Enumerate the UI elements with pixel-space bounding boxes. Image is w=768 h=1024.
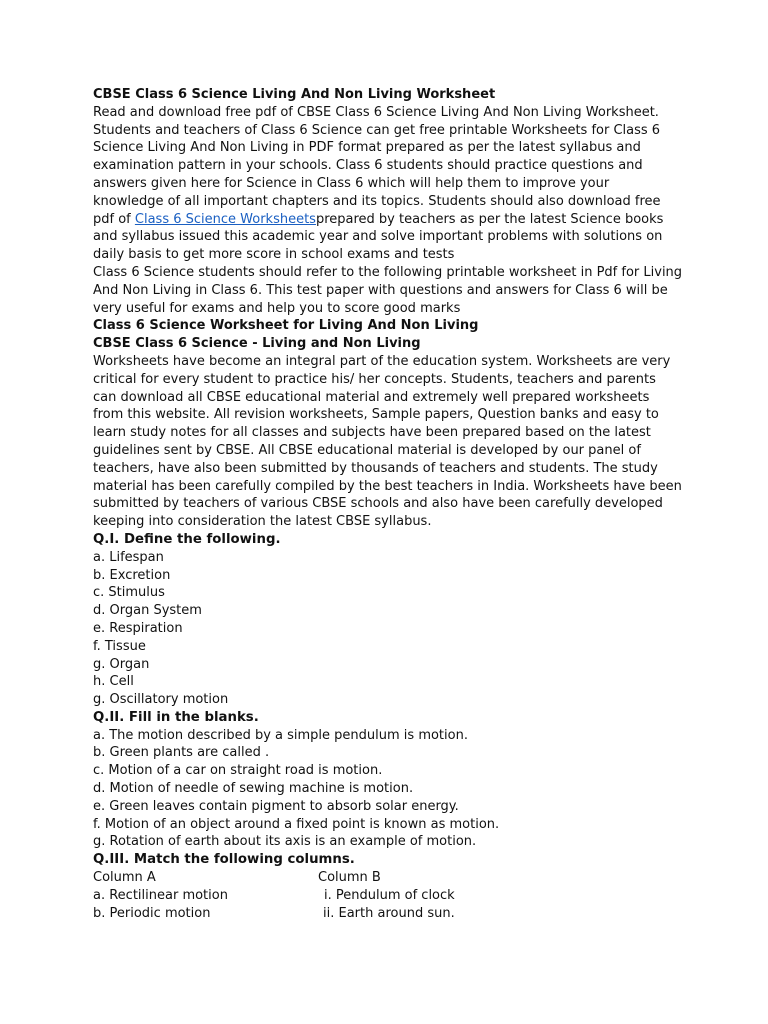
list-item: g. Organ (93, 656, 150, 672)
section-heading: Class 6 Science Worksheet for Living And Non Living (93, 318, 479, 334)
list-item: f. Tissue (93, 638, 146, 654)
list-item: h. Cell (93, 674, 134, 690)
column-a-cell: b. Periodic motion (93, 905, 211, 921)
match-table-header (93, 869, 683, 887)
list-item: d. Motion of needle of sewing machine is motion. (93, 781, 414, 797)
list-item: f. Motion of an object around a fixed point is known as motion. (93, 816, 500, 832)
list-item: b. Green plants are called . (93, 745, 270, 761)
list-item: e. Respiration (93, 620, 183, 636)
list-item: b. Excretion (93, 567, 171, 583)
intro-paragraph (93, 104, 683, 264)
list-item: c. Motion of a car on straight road is motion. (93, 763, 383, 779)
question-1-heading: Q.I. Define the following. (93, 531, 281, 547)
list-item: c. Stimulus (93, 585, 165, 601)
list-item: a. Lifespan (93, 549, 164, 565)
column-b-header: Column B (318, 870, 381, 886)
list-item: g. Rotation of earth about its axis is an example of motion. (93, 834, 477, 850)
list-item: d. Organ System (93, 603, 202, 619)
section-subheading: CBSE Class 6 Science - Living and Non Living (93, 336, 421, 352)
question-3-heading: Q.III. Match the following columns. (93, 852, 355, 868)
question-2-heading: Q.II. Fill in the blanks. (93, 709, 259, 725)
question-1-list (93, 549, 683, 709)
list-item: g. Oscillatory motion (93, 692, 229, 708)
column-b-cell: i. Pendulum of clock (324, 887, 455, 903)
worksheets-info-paragraph: Worksheets have become an integral part of the education system. Worksheets are very critical for every student to practice his/ her concepts. Students, teachers and parents can download all CBSE educational material and extremely well prepared worksheets from this website. All revision worksheets, Sample papers, Question banks and easy to learn study notes for all classes and subjects have been prepared based on the latest guidelines sent by CBSE. All CBSE educational material is developed by our panel of teachers, have also been submitted by thousands of teachers and students. The study material has been carefully compiled by the best teachers in India. Worksheets have been submitted by teachers of various CBSE schools and also have been carefully developed keeping into consideration the latest CBSE syllabus. (93, 353, 682, 530)
table-row (93, 905, 683, 923)
document-body (93, 86, 683, 922)
intro-text: Read and download free pdf of CBSE Class 6 Science Living And Non Living Worksheet. Students and teachers of Class 6 Science can get free printable Worksheets for Class 6 Science Living And Non Living in PDF format prepared as per the latest syllabus and examination pattern in your schools. Class 6 students should practice questions and answers given here for Science in Class 6 which will help them to improve your knowledge of all important chapters and its topics. Students should also download free pdf of (93, 104, 661, 227)
column-a-header: Column A (93, 870, 156, 886)
match-table (93, 869, 683, 922)
student-guidance-paragraph: Class 6 Science students should refer to the following printable worksheet in Pdf for Living And Non Living in Class 6. This test paper with questions and answers for Class 6 will be very useful for exams and help you to score good marks (93, 264, 683, 316)
column-a-cell: a. Rectilinear motion (93, 887, 228, 903)
table-row (93, 887, 683, 905)
class-6-science-worksheets-link[interactable]: Class 6 Science Worksheets (134, 211, 316, 227)
page-title: CBSE Class 6 Science Living And Non Living Worksheet (93, 87, 496, 102)
question-2-list (93, 727, 683, 852)
intro-text-continued: prepared by teachers as per the latest Science books and syllabus issued this academic year and solve important problems with solutions on daily basis to get more score in school exams and tests (93, 211, 664, 263)
list-item: a. The motion described by a simple pendulum is motion. (93, 727, 468, 743)
list-item: e. Green leaves contain pigment to absorb solar energy. (93, 798, 459, 814)
column-b-cell: ii. Earth around sun. (323, 905, 455, 921)
